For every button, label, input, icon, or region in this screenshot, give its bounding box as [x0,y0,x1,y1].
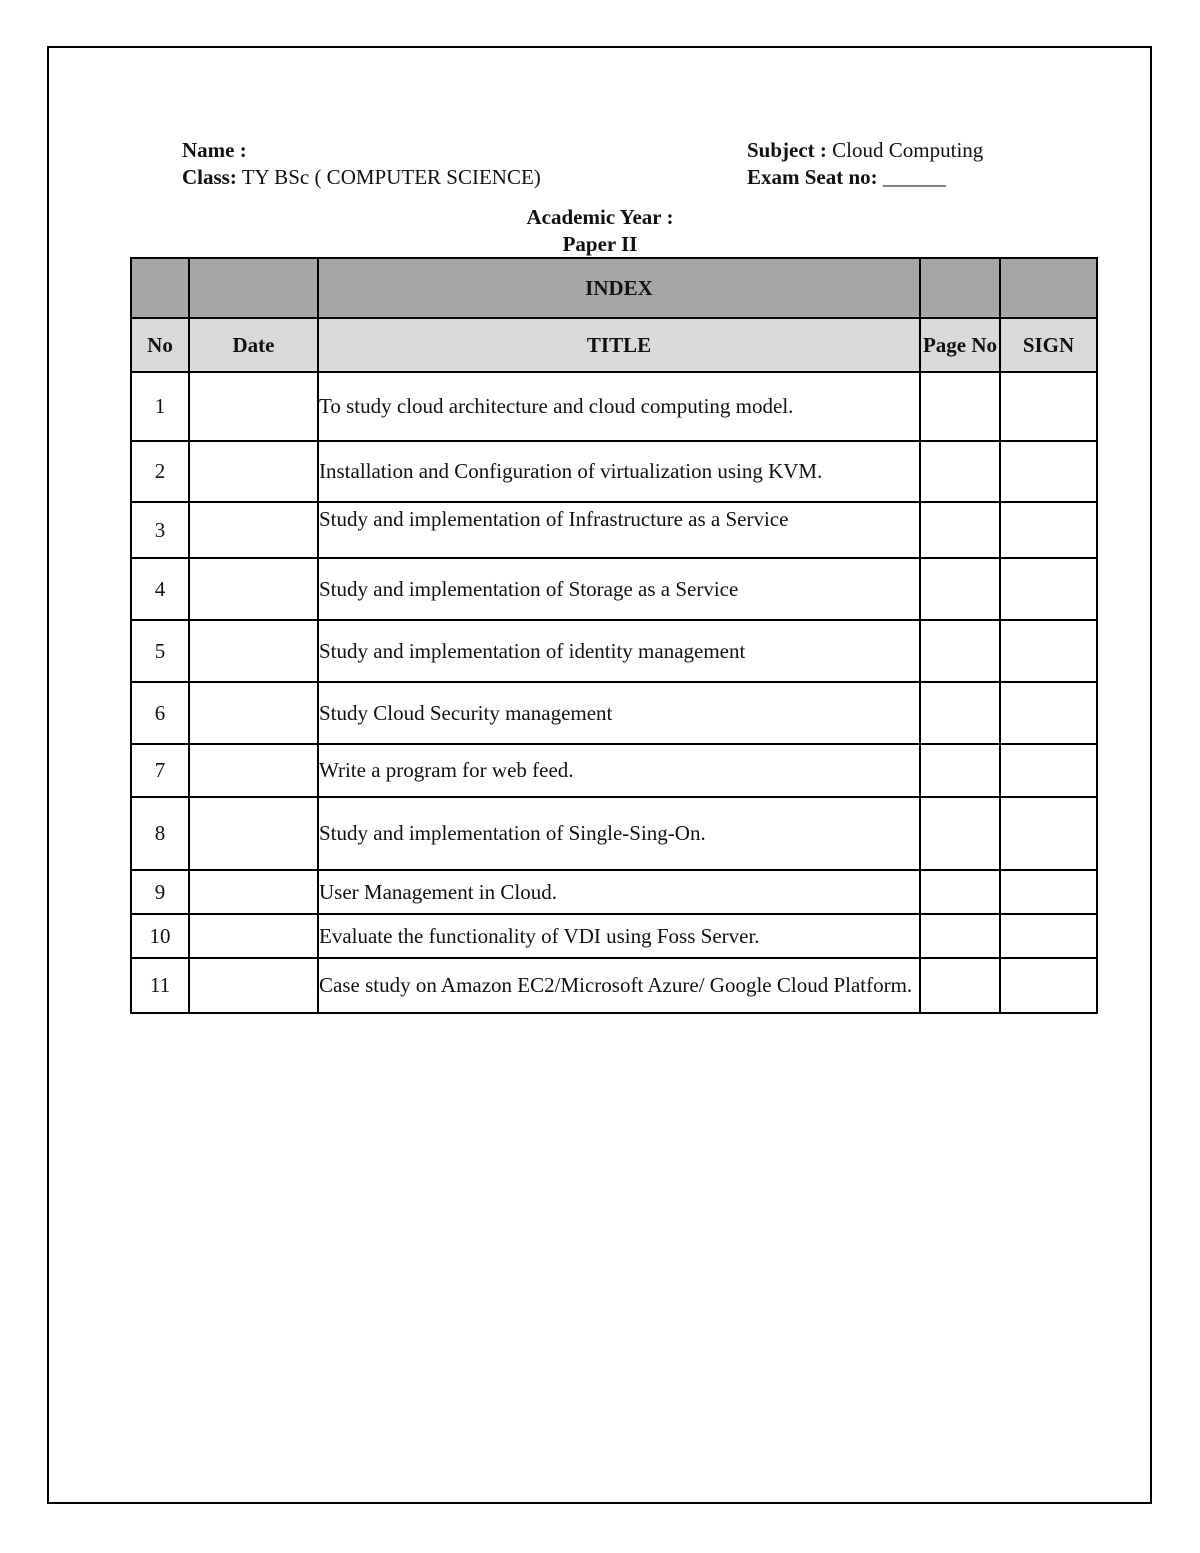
row-title: Study Cloud Security management [318,682,920,744]
row-date [189,914,318,958]
table-row [131,620,1097,682]
row-no: 4 [131,558,189,620]
table-row [131,441,1097,502]
row-sign [1000,797,1097,870]
index-banner: INDEX [318,258,920,318]
row-page [920,958,1000,1013]
col-title-header: TITLE [318,318,920,372]
row-title: Study and implementation of Storage as a Service [318,558,920,620]
seat-value: ______ [882,165,946,189]
row-page [920,914,1000,958]
row-sign [1000,682,1097,744]
subject-label: Subject : [747,138,827,162]
name-label: Name : [182,138,247,162]
row-sign [1000,914,1097,958]
row-sign [1000,502,1097,558]
index-banner-row [131,258,1097,318]
row-date [189,870,318,914]
seat-line [747,164,946,190]
row-page [920,870,1000,914]
academic-year: Academic Year : [526,205,674,229]
row-page [920,372,1000,441]
subject-value: Cloud Computing [832,138,984,162]
row-page [920,502,1000,558]
col-sign-header: SIGN [1000,318,1097,372]
row-no: 9 [131,870,189,914]
row-date [189,372,318,441]
row-date [189,797,318,870]
table-row [131,372,1097,441]
class-line [182,164,541,190]
row-title: User Management in Cloud. [318,870,920,914]
row-title: Installation and Configuration of virtualization using KVM. [318,441,920,502]
table-row [131,558,1097,620]
row-title: To study cloud architecture and cloud computing model. [318,372,920,441]
row-sign [1000,870,1097,914]
table-row [131,797,1097,870]
column-header-row [131,318,1097,372]
row-no: 10 [131,914,189,958]
row-page [920,558,1000,620]
row-sign [1000,558,1097,620]
row-title: Evaluate the functionality of VDI using Foss Server. [318,914,920,958]
table-row [131,682,1097,744]
row-sign [1000,744,1097,797]
col-page-header: Page No [920,318,1000,372]
name-line [182,137,247,163]
row-date [189,502,318,558]
row-no: 1 [131,372,189,441]
row-no: 8 [131,797,189,870]
row-page [920,797,1000,870]
table-row [131,870,1097,914]
row-page [920,682,1000,744]
row-no: 7 [131,744,189,797]
row-sign [1000,441,1097,502]
row-no: 6 [131,682,189,744]
row-title: Write a program for web feed. [318,744,920,797]
class-value: TY BSc ( COMPUTER SCIENCE) [241,165,541,189]
row-sign [1000,958,1097,1013]
row-date [189,682,318,744]
row-title: Case study on Amazon EC2/Microsoft Azure/ Google Cloud Platform. [318,958,920,1013]
row-date [189,958,318,1013]
row-date [189,558,318,620]
row-date [189,744,318,797]
row-page [920,620,1000,682]
row-title: Study and implementation of identity management [318,620,920,682]
table-row [131,914,1097,958]
class-label: Class: [182,165,237,189]
row-date [189,441,318,502]
row-no: 5 [131,620,189,682]
row-sign [1000,620,1097,682]
paper-title: Paper II [562,232,638,256]
seat-label: Exam Seat no: [747,165,878,189]
row-title: Study and implementation of Single-Sing-On. [318,797,920,870]
row-page [920,744,1000,797]
row-date [189,620,318,682]
col-no-header: No [131,318,189,372]
subject-line [747,137,983,163]
table-row [131,958,1097,1013]
table-row [131,744,1097,797]
row-sign [1000,372,1097,441]
table-row [131,502,1097,558]
index-table [130,257,1098,1014]
row-page [920,441,1000,502]
row-no: 3 [131,502,189,558]
col-date-header: Date [189,318,318,372]
row-no: 2 [131,441,189,502]
row-title: Study and implementation of Infrastructure as a Service [318,502,920,558]
row-no: 11 [131,958,189,1013]
